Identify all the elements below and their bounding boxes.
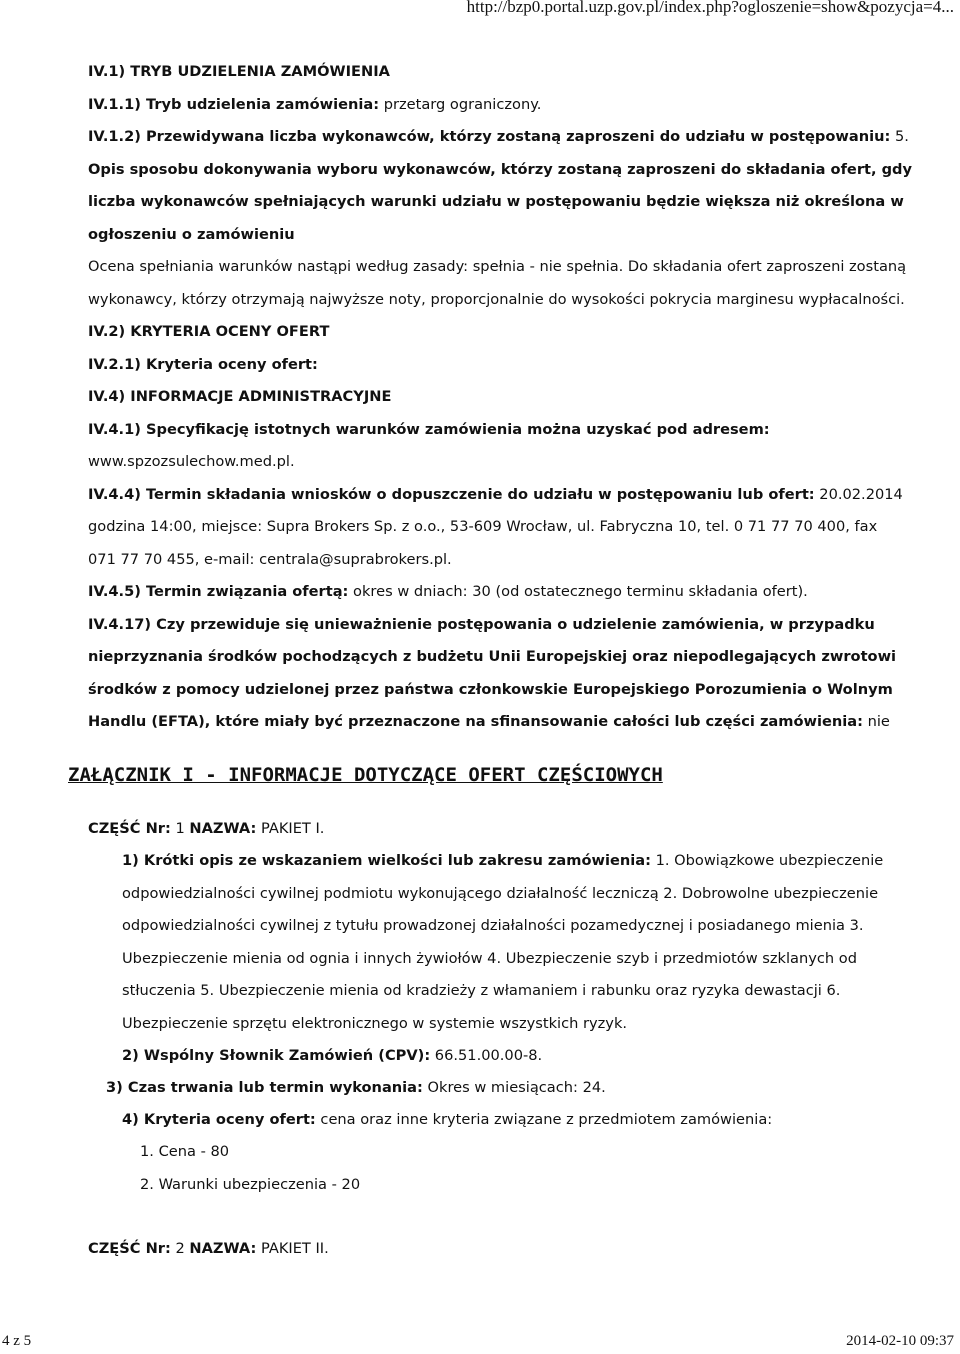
- opis-line-3: ogłoszeniu o zamówieniu: [88, 225, 295, 243]
- part-2-number: 2: [175, 1240, 185, 1257]
- iv21-label: IV.2.1) Kryteria oceny ofert:: [88, 355, 318, 373]
- iv11-value: przetarg ograniczony.: [383, 95, 542, 113]
- part-1-duration-value: Okres w miesiącach: 24.: [427, 1079, 606, 1096]
- part-1-number: 1: [175, 820, 185, 837]
- iv417-value: nie: [867, 713, 890, 730]
- part-1-duration-label: 3) Czas trwania lub termin wykonania:: [106, 1079, 423, 1096]
- part-1-cpv-row: [122, 1040, 958, 1073]
- iv44-label: IV.4.4) Termin składania wniosków o dopuszczenie do udziału w postępowaniu lub ofert:: [88, 485, 815, 503]
- iv44-value-2: godzina 14:00, miejsce: Supra Brokers Sp. z o.o., 53-609 Wrocław, ul. Fabryczna 10, tel. 0 71 77 70 400, fax: [88, 518, 878, 535]
- part-1-desc-line-4: Ubezpieczenie mienia od ognia i innych żywiołów 4. Ubezpieczenie szyb i przedmiotów szklanych od: [122, 949, 857, 967]
- part-1-name: PAKIET I.: [260, 820, 325, 837]
- heading-iv1: IV.1) TRYB UDZIELENIA ZAMÓWIENIA: [88, 63, 390, 80]
- part-1-desc-line-2: odpowiedzialności cywilnej podmiotu wykonującego działalność leczniczą 2. Dobrowolne ubezpieczenie: [122, 884, 879, 902]
- part-1-desc-line-1: 1. Obowiązkowe ubezpieczenie: [655, 852, 884, 869]
- iv12-value: 5.: [894, 128, 909, 145]
- part-1-duration-row: [106, 1072, 606, 1105]
- part-name-label: NAZWA:: [189, 820, 257, 837]
- part-1-cpv-value: 66.51.00.00-8.: [434, 1047, 543, 1064]
- part-1-header: [88, 813, 324, 846]
- criteria-item-2: 2. Warunki ubezpieczenia - 20: [140, 1175, 361, 1193]
- iv417-line-3: środków z pomocy udzielonej przez państwa członkowskie Europejskiego Porozumienia o Wolnym: [88, 680, 893, 698]
- part-1-cpv-label: 2) Wspólny Słownik Zamówień (CPV):: [122, 1047, 431, 1064]
- iv45-value: okres w dniach: 30 (od ostatecznego terminu składania ofert).: [353, 583, 808, 600]
- section-iv: [88, 56, 954, 739]
- part-1-desc-label: 1) Krótki opis ze wskazaniem wielkości lub zakresu zamówienia:: [122, 852, 651, 869]
- iv11-label: IV.1.1) Tryb udzielenia zamówienia:: [88, 95, 380, 113]
- iv44-value-3: 071 77 70 455, e-mail: centrala@suprabrokers.pl.: [88, 550, 452, 568]
- iv417-line-2: nieprzyznania środków pochodzących z budżetu Unii Europejskiej oraz niepodlegających zwrotowi: [88, 648, 897, 665]
- opis-line-1: Opis sposobu dokonywania wyboru wykonawców, którzy zostaną zaproszeni do składania ofert, gdy: [88, 160, 913, 178]
- part-1-criteria-list: [140, 1136, 360, 1201]
- iv417-line-1: IV.4.17) Czy przewiduje się unieważnienie postępowania o udzielenie zamówienia, w przypadku: [88, 615, 875, 633]
- part-1-criteria-value: cena oraz inne kryteria związane z przedmiotem zamówienia:: [320, 1111, 773, 1128]
- part-name-label-2: NAZWA:: [189, 1240, 257, 1257]
- part-1-details: [122, 845, 958, 1073]
- part-2-header: [88, 1233, 329, 1266]
- heading-iv2: IV.2) KRYTERIA OCENY OFERT: [88, 323, 330, 340]
- print-timestamp: 2014-02-10 09:37: [846, 1333, 954, 1349]
- ocena-line-2: wykonawcy, którzy otrzymają najwyższe noty, proporcjonalnie do wysokości pokrycia marginesu wypłacalności.: [88, 290, 905, 308]
- part-1-desc-line-6: Ubezpieczenie sprzętu elektronicznego w systemie wszystkich ryzyk.: [122, 1014, 628, 1032]
- iv45-row: [88, 576, 954, 609]
- iv45-label: IV.4.5) Termin związania ofertą:: [88, 583, 349, 600]
- attachment-title: ZAŁĄCZNIK I - INFORMACJE DOTYCZĄCE OFERT CZĘŚCIOWYCH: [68, 764, 663, 786]
- iv12-row: [88, 121, 954, 154]
- iv11-row: [88, 89, 954, 122]
- heading-iv4: IV.4) INFORMACJE ADMINISTRACYJNE: [88, 388, 392, 405]
- part-number-label-2: CZĘŚĆ Nr:: [88, 1240, 171, 1257]
- part-number-label: CZĘŚĆ Nr:: [88, 820, 171, 837]
- iv44-value-1: 20.02.2014: [819, 485, 903, 503]
- page-url: http://bzp0.portal.uzp.gov.pl/index.php?ogloszenie=show&pozycja=4...: [466, 0, 954, 16]
- part-2-name: PAKIET II.: [260, 1240, 329, 1257]
- iv44-row: [88, 479, 954, 512]
- part-1-desc-row: [122, 845, 958, 878]
- iv41-value: www.spzozsulechow.med.pl.: [88, 453, 295, 470]
- page-counter: 4 z 5: [2, 1333, 32, 1349]
- part-1-criteria-label: 4) Kryteria oceny ofert:: [122, 1111, 316, 1128]
- opis-line-2: liczba wykonawców spełniających warunki udziału w postępowaniu będzie większa niż określona w: [88, 193, 904, 210]
- iv417-line-4: Handlu (EFTA), które miały być przeznaczone na sfinansowanie całości lub części zamówienia:: [88, 713, 863, 730]
- iv41-label: IV.4.1) Specyfikację istotnych warunków zamówienia można uzyskać pod adresem:: [88, 420, 770, 438]
- part-1-desc-line-3: odpowiedzialności cywilnej z tytułu prowadzonej działalności pozamedycznej i posiadanego mienia 3.: [122, 917, 864, 934]
- part-1-criteria-row: [122, 1104, 772, 1137]
- criteria-item-1: 1. Cena - 80: [140, 1143, 230, 1160]
- iv12-label: IV.1.2) Przewidywana liczba wykonawców, którzy zostaną zaproszeni do udziału w postępowaniu:: [88, 128, 891, 145]
- part-1-desc-line-5: stłuczenia 5. Ubezpieczenie mienia od kradzieży z włamaniem i rabunku oraz ryzyka dewastacji 6.: [122, 982, 841, 999]
- ocena-line-1: Ocena spełniania warunków nastąpi według zasady: spełnia - nie spełnia. Do składania ofert zaproszeni zostaną: [88, 258, 907, 275]
- iv417-row-4: [88, 706, 954, 739]
